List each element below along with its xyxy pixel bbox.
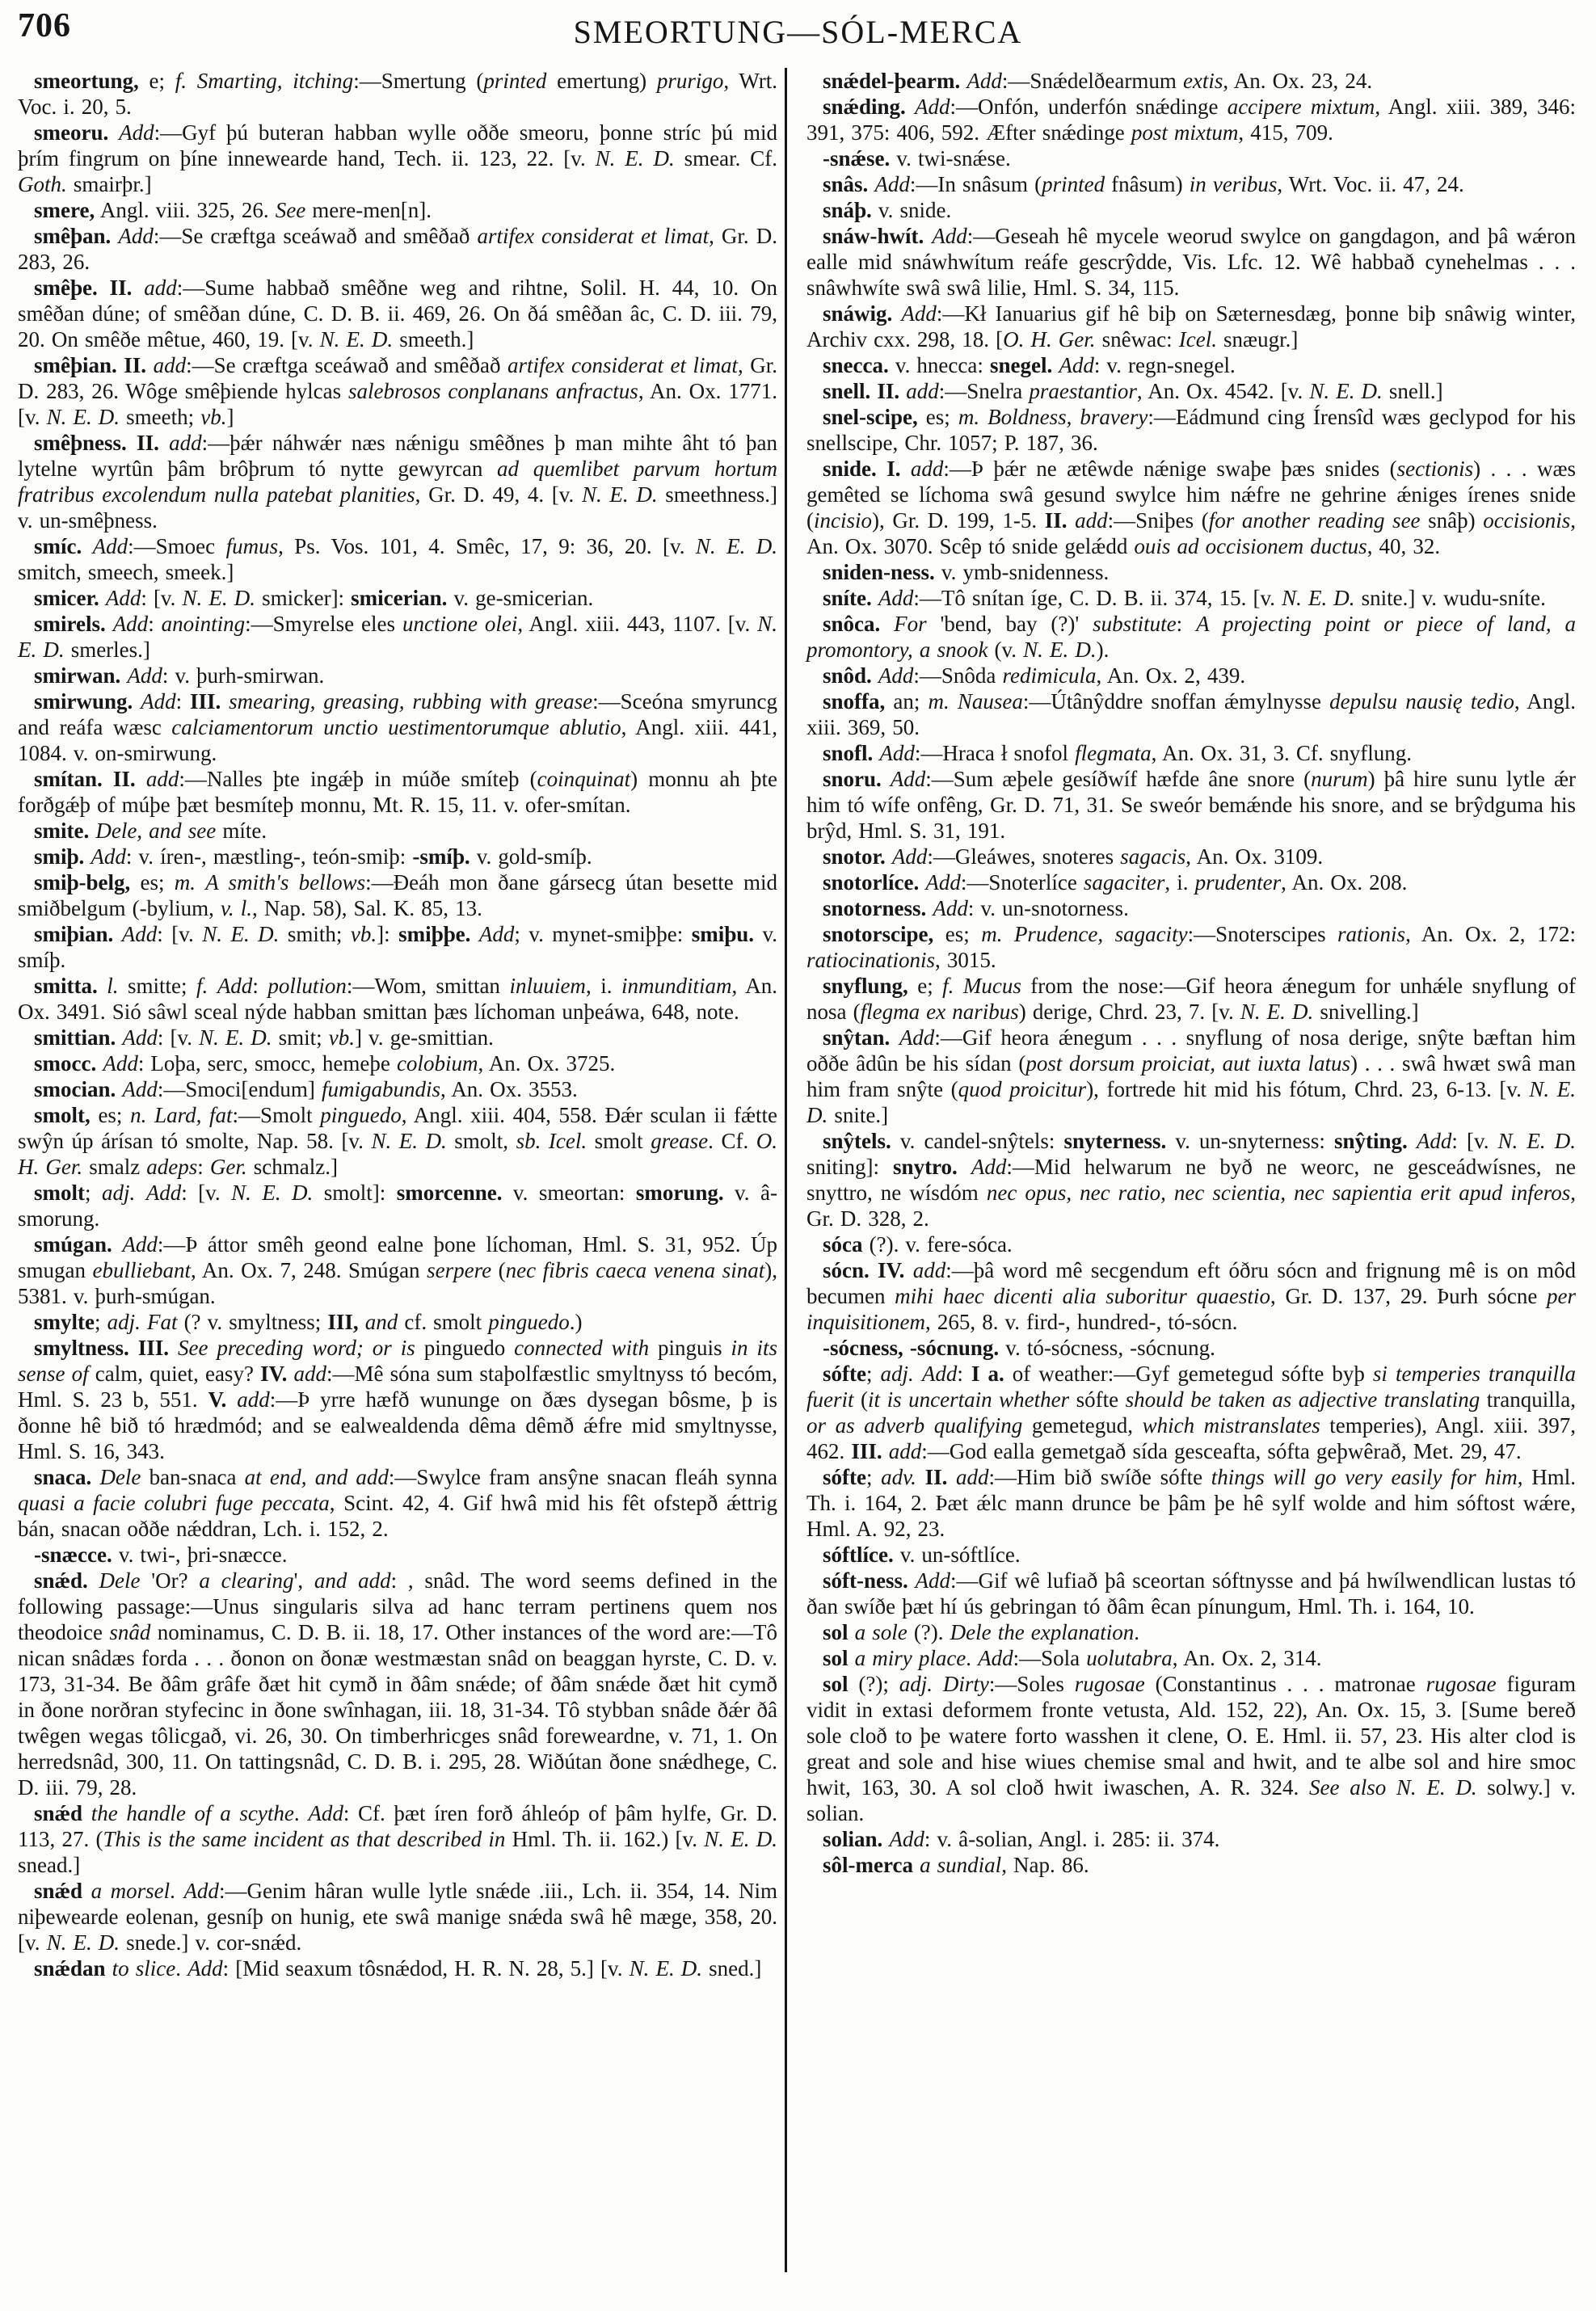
dictionary-entry: smocc. Add: Loþa, serc, smocc, hemeþe colobium, An. Ox. 3725.: [34, 1051, 616, 1076]
dictionary-entry: solian. Add: v. â-solian, Angl. i. 285: ii. 374.: [823, 1827, 1220, 1851]
dictionary-entry: snecca. v. hnecca: snegel. Add: v. regn-snegel.: [823, 353, 1236, 377]
dictionary-entry: snôca. For 'bend, bay (?)' substitute: A projecting point or piece of land, a promontory, a snook (v. N. E. D.).: [806, 612, 1576, 662]
dictionary-entry: sófte; adv. II. add:—Him bið swíðe sófte things will go very easily for him, Hml. Th. i. 164, 2. Þæt ǽlc mann drunce be þâm þe hê sylf wolde and him sóftost wǽre, Hml. A. 92, 23.: [806, 1465, 1576, 1541]
dictionary-entry: snoffa, an; m. Nausea:—Útânŷddre snoffan ǽmylnysse depulsu nausię tedio, Angl. xiii. 369, 50.: [806, 689, 1576, 739]
dictionary-entry: smirwung. Add: III. smearing, greasing, rubbing with grease:—Sceóna smyruncg and reáfa wæsc calciamentorum unctio uestimentorumque ablutio, Angl. xiii. 441, 1084. v. on-smirwung.: [18, 689, 777, 765]
dictionary-entry: smolt, es; n. Lard, fat:—Smolt pinguedo, Angl. xiii. 404, 558. Ðǽr sculan ii fǽtte swŷn úp árísan tó smolte, Nap. 58. [v. N. E. D. smolt, sb. Icel. smolt grease. Cf. O. H. Ger. smalz adeps: Ger. schmalz.]: [18, 1103, 778, 1179]
dictionary-entry: snǽding. Add:—Onfón, underfón snǽdinge accipere mixtum, Angl. xiii. 389, 346: 391, 375: 406, 592. Æfter snǽdinge post mixtum, 415, 709.: [806, 95, 1576, 145]
dictionary-entry: smeoru. Add:—Gyf þú buteran habban wylle oððe smeoru, þonne stríc þú mid þrím fingrum on þíne innewearde hand, Tech. ii. 123, 22. [v. N. E. D. smear. Cf. Goth. smairþr.]: [18, 120, 777, 196]
dictionary-entry: smyltness. III. See preceding word; or is pinguedo connected with pinguis in its sense of calm, quiet, easy? IV. add:—Mê sóna sum staþolfæstlic smyltnyss tó becóm, Hml. S. 23 b, 551. V. add:—Þ yrre hæfð wununge on ðæs dysegan bôsme, þ is ðonne hê bið tó hrædmód; and se ealwealdenda dêma dêmð ǽfre mid smyltnysse, Hml. S. 16, 343.: [18, 1336, 777, 1463]
dictionary-entry: snotorness. Add: v. un-snotorness.: [823, 896, 1129, 920]
dictionary-entry: -snǽse. v. twi-snǽse.: [823, 146, 1011, 170]
dictionary-entry: sóca (?). v. fere-sóca.: [823, 1232, 1013, 1257]
dictionary-entry: snǽd a morsel. Add:—Genim hâran wulle lytle snǽde .iii., Lch. ii. 354, 14. Nim niþewearde eolenan, gesníþ on hunig, ete swâ manige snǽda swâ hê mæge, 358, 20. [v. N. E. D. snede.] v. cor-snǽd.: [18, 1879, 777, 1955]
dictionary-entry: smittian. Add: [v. N. E. D. smit; vb.] v. ge-smittian.: [34, 1025, 494, 1050]
dictionary-entry: snaca. Dele ban-snaca at end, and add:—Swylce fram ansŷne snacan fleáh synna quasi a facie colubri fuge peccata, Scint. 42, 4. Gif hwâ mid his fêt ofstepð ǽttrig bán, snacan oððe nǽddran, Lch. i. 152, 2.: [18, 1465, 777, 1541]
column-left: [18, 68, 777, 1981]
dictionary-entry: snǽd. Dele 'Or? a clearing', and add: , snâd. The word seems defined in the following passage:—Unus singularis silva ad hanc terram pertinens quem nos theodoice snâd nominamus, C. D. B. ii. 18, 17. Other instances of the word are:—Tô nican snâdæs forda . . . ðonon on ðonæ westmæstan snâd on beaggan hyrste, C. D. v. 173, 31-34. Be ðâm grâfe ðæt hit cymð in ðâm snǽde; of ðâm snǽde ðæt hit cymð in ðone norðran styfecinc in ðone swînhagan, iii. 18, 31-34. Tô stybban snâde ðǽr ðâ twêgen wegas tôlicgað, vi. 26, 30. On timberhricges snâd foreweardne, v. 71, 1. On herredsnâd, 300, 11. On tattingsnâd, C. D. B. i. 295, 28. Wiðútan ðone snǽdhege, C. D. iii. 79, 28.: [18, 1568, 777, 1800]
dictionary-entry: sol (?); adj. Dirty:—Soles rugosae (Constantinus . . . matronae rugosae figuram vidit in extasi deformem fronte vetusta, Ald. 152, 22), An. Ox. 15, 3. [Sume bereð sole cloð to þe watere forto wasshen it clene, O. E. Hml. ii. 57, 23. His alter clod is great and sole and hise wiues chemise smal and hwit, and te albe sol and hire smoc hwit, 163, 30. A sol cloð hwit iwaschen, A. R. 324. See also N. E. D. solwy.] v. solian.: [806, 1672, 1576, 1825]
dictionary-entry: snoru. Add:—Sum æþele gesíðwíf hæfde âne snore (nurum) þâ hire sunu lytle ǽr him tó wífe onfêng, Gr. D. 71, 31. Se sweór bemǽnde his snore, and se brŷdguma his brŷd, Hml. S. 31, 191.: [806, 767, 1576, 843]
dictionary-entry: snáw-hwít. Add:—Geseah hê mycele weorud swylce on gangdagon, and þâ wǽron ealle mid snáwhwítum reáfe gescrŷdde, Vis. Lfc. 12. Wê habbað cynehelmas . . . snâwhwíte swâ swâ lilie, Hml. S. 34, 115.: [806, 224, 1576, 300]
dictionary-entry: snotorlíce. Add:—Snoterlíce sagaciter, i. prudenter, An. Ox. 208.: [823, 870, 1408, 895]
dictionary-entry: snel-scipe, es; m. Boldness, bravery:—Eádmund cing Írensîd wæs geclypod for his snellscipe, Chr. 1057; P. 187, 36.: [806, 405, 1577, 455]
dictionary-entry: smêþian. II. add:—Se cræftga sceáwað and smêðað artifex considerat et limat, Gr. D. 283, 26. Wôge smêþiende hylcas salebrosos conplanans anfractus, An. Ox. 1771. [v. N. E. D. smeeth; vb.]: [18, 353, 777, 429]
dictionary-entry: sóftlíce. v. un-sóftlíce.: [823, 1543, 1021, 1567]
dictionary-entry: smylte; adj. Fat (? v. smyltness; III, and cf. smolt pinguedo.): [34, 1310, 583, 1334]
dictionary-entry: smirwan. Add: v. þurh-smirwan.: [34, 663, 325, 688]
dictionary-entry: smiþian. Add: [v. N. E. D. smith; vb.]: smiþþe. Add; v. mynet-smiþþe: smiþu. v. smíþ.: [18, 922, 778, 972]
dictionary-entry: snotorscipe, es; m. Prudence, sagacity:—Snoterscipes rationis, An. Ox. 2, 172: ratiocinationis, 3015.: [806, 922, 1576, 972]
dictionary-entry: snyflung, e; f. Mucus from the nose:—Gif heora ǽnegum for unhǽle snyflung of nosa (flegma ex naribus) derige, Chrd. 23, 7. [v. N. E. D. snivelling.]: [806, 974, 1576, 1024]
dictionary-entry: smêþe. II. add:—Sume habbað smêðne weg and rihtne, Solil. H. 44, 10. On smêðan dúne; of smêðan dúne, C. D. B. ii. 469, 26. On ðá smêðan âc, C. D. iii. 79, 20. On smêðe mêtue, 460, 19. [v. N. E. D. smeeth.]: [18, 276, 777, 351]
dictionary-entry: smere, Angl. viii. 325, 26. See mere-men[n].: [34, 198, 432, 222]
dictionary-entry: sol a sole (?). Dele the explanation.: [823, 1620, 1140, 1644]
dictionary-entry: sôl-merca a sundial, Nap. 86.: [823, 1853, 1089, 1877]
dictionary-entry: smirels. Add: anointing:—Smyrelse eles unctione olei, Angl. xiii. 443, 1107. [v. N. E. D. smerles.]: [18, 612, 777, 662]
dictionary-entry: sófte; adj. Add: I a. of weather:—Gyf gemetegud sófte byþ si temperies tranquilla fuerit (it is uncertain whether sófte should be taken as adjective translating tranquilla, or as adverb qualifying gemetegud, which mistranslates temperies), Angl. xiii. 397, 462. III. add:—God ealla gemetgað sída gesceafta, sófta geþwêrað, Met. 29, 47.: [806, 1362, 1577, 1463]
dictionary-entry: sócn. IV. add:—þâ word mê secgendum eft óðru sócn and frignung mê is on môd becumen mihi haec dicenti alia suboritur quaestio, Gr. D. 137, 29. Þurh sócne per inquisitionem, 265, 8. v. fird-, hundred-, tó-sócn.: [806, 1258, 1577, 1334]
dictionary-entry: sniden-ness. v. ymb-snidenness.: [823, 560, 1110, 584]
dictionary-entry: snŷtels. v. candel-snŷtels: snyterness. v. un-snyterness: snŷting. Add: [v. N. E. D. sniting]: snytro. Add:—Mid helwarum ne byð ne weorc, ne gesceádwísnes, ne snyttro, ne wísdóm nec opus, nec ratio, nec scientia, nec sapientia erit apud inferos, Gr. D. 328, 2.: [806, 1129, 1577, 1231]
dictionary-entry: snotor. Add:—Gleáwes, snoteres sagacis, An. Ox. 3109.: [823, 844, 1324, 869]
column-divider-rule: [785, 68, 787, 2272]
dictionary-entry: snáþ. v. snide.: [823, 198, 952, 222]
dictionary-entry: snǽdan to slice. Add: [Mid seaxum tôsnǽdod, H. R. N. 28, 5.] [v. N. E. D. sned.]: [34, 1956, 762, 1981]
dictionary-entry: smitta. l. smitte; f. Add: pollution:—Wom, smittan inluuiem, i. inmunditiam, An. Ox. 3491. Sió sâwl sceal nýde habban smittan þæs líchoman unþeáwa, 648, note.: [18, 974, 778, 1024]
dictionary-entry: sóft-ness. Add:—Gif wê lufiað þâ sceortan sóftnysse and þá hwílwendlican lustas tó ðan swíðe þæt hí ús gebringan tó ðâm êcan pínungum, Hml. Th. i. 164, 10.: [806, 1568, 1577, 1619]
dictionary-entry: smêþan. Add:—Se cræftga sceáwað and smêðað artifex considerat et limat, Gr. D. 283, 26.: [18, 224, 777, 274]
dictionary-entry: snell. II. add:—Snelra praestantior, An. Ox. 4542. [v. N. E. D. snell.]: [823, 379, 1443, 403]
dictionary-entry: smolt; adj. Add: [v. N. E. D. smolt]: smorcenne. v. smeortan: smorung. v. â-smorung.: [18, 1181, 777, 1231]
dictionary-entry: snŷtan. Add:—Gif heora ǽnegum . . . snyflung of nosa derige, snŷte bæftan him oððe âdûn be his sídan (post dorsum proiciat, aut iuxta latus) . . . swâ hwæt swâ man him fram snŷte (quod proicitur), fortrede hit mid his fótum, Chrd. 23, 6-13. [v. N. E. D. snite.]: [806, 1025, 1577, 1127]
dictionary-entry: sníte. Add:—Tô snítan íge, C. D. B. ii. 374, 15. [v. N. E. D. snite.] v. wudu-sníte.: [823, 586, 1546, 610]
dictionary-entry: smêþness. II. add:—þǽr náhwǽr næs nǽnigu smêðnes þ man mihte âht tó þan lytelne wyrtûn þâm brôþrum tó nytte gewyrcan ad quemlibet parvum hortum fratribus excolendum nulla patebat planities, Gr. D. 49, 4. [v. N. E. D. smeethness.] v. un-smêþness.: [18, 431, 777, 532]
dictionary-entry: snôd. Add:—Snôda redimicula, An. Ox. 2, 439.: [823, 663, 1246, 688]
dictionary-entry: snide. I. add:—Þ þǽr ne ætêwde nǽnige swaþe þæs snides (sectionis) . . . wæs gemêted se líchoma swâ gesund swylce him nǽfre ne gehrine ǽniges írenes snide (incisio), Gr. D. 199, 1-5. II. add:—Sniþes (for another reading see snâþ) occisionis, An. Ox. 3070. Scêp tó snide gelǽdd ouis ad occisionem ductus, 40, 32.: [806, 457, 1576, 558]
dictionary-entry: sol a miry place. Add:—Sola uolutabra, An. Ox. 2, 314.: [823, 1646, 1322, 1670]
dictionary-entry: smíc. Add:—Smoec fumus, Ps. Vos. 101, 4. Smêc, 17, 9: 36, 20. [v. N. E. D. smitch, smeech, smeek.]: [18, 534, 777, 584]
dictionary-entry: -sócness, -sócnung. v. tó-sócness, -sócnung.: [823, 1336, 1215, 1360]
page-title: SMEORTUNG—SÓL-MERCA: [573, 14, 1023, 50]
dictionary-entry: snâs. Add:—In snâsum (printed fnâsum) in veribus, Wrt. Voc. ii. 47, 24.: [823, 172, 1464, 196]
column-right: [806, 68, 1576, 1878]
dictionary-entry: smicer. Add: [v. N. E. D. smicker]: smicerian. v. ge-smicerian.: [34, 586, 594, 610]
dictionary-entry: smúgan. Add:—Þ áttor smêh geond ealne þone líchoman, Hml. S. 31, 952. Úp smugan ebulliebant, An. Ox. 7, 248. Smúgan serpere (nec fibris caeca venena sinat), 5381. v. þurh-smúgan.: [18, 1232, 777, 1308]
dictionary-entry: snǽd the handle of a scythe. Add: Cf. þæt íren forð áhleóp of þâm hylfe, Gr. D. 113, 27. (This is the same incident as that described in Hml. Th. ii. 162.) [v. N. E. D. snead.]: [18, 1801, 777, 1877]
dictionary-entry: snáwig. Add:—Kł Ianuarius gif hê biþ on Sæternesdæg, þonne biþ snâwig winter, Archiv cxx. 298, 18. [O. H. Ger. snêwac: Icel. snæugr.]: [806, 301, 1577, 351]
dictionary-entry: snofl. Add:—Hraca ł snofol flegmata, An. Ox. 31, 3. Cf. snyflung.: [823, 741, 1412, 765]
dictionary-entry: smite. Dele, and see míte.: [34, 819, 267, 843]
dictionary-entry: snǽdel-þearm. Add:—Snǽdelðearmum extis, An. Ox. 23, 24.: [823, 69, 1373, 93]
dictionary-entry: smítan. II. add:—Nalles þte ingǽþ in múðe smíteþ (coinquinat) monnu ah þte forðgǽþ of múþe þæt besmíteþ monnu, Mt. R. 15, 11. v. ofer-smítan.: [18, 767, 777, 817]
dictionary-entry: smiþ. Add: v. íren-, mæstling-, teón-smiþ: -smíþ. v. gold-smíþ.: [34, 844, 592, 869]
dictionary-entry: smocian. Add:—Smoci[endum] fumigabundis, An. Ox. 3553.: [34, 1077, 578, 1101]
page-number: 706: [18, 7, 71, 44]
dictionary-entry: smiþ-belg, es; m. A smith's bellows:—Ðeáh mon ðane gársecg útan besette mid smiðbelgum (-bylium, v. l., Nap. 58), Sal. K. 85, 13.: [18, 870, 778, 920]
dictionary-entry: -snæcce. v. twi-, þri-snæcce.: [34, 1543, 288, 1567]
dictionary-entry: smeortung, e; f. Smarting, itching:—Smertung (printed emertung) prurigo, Wrt. Voc. i. 20, 5.: [18, 69, 777, 119]
